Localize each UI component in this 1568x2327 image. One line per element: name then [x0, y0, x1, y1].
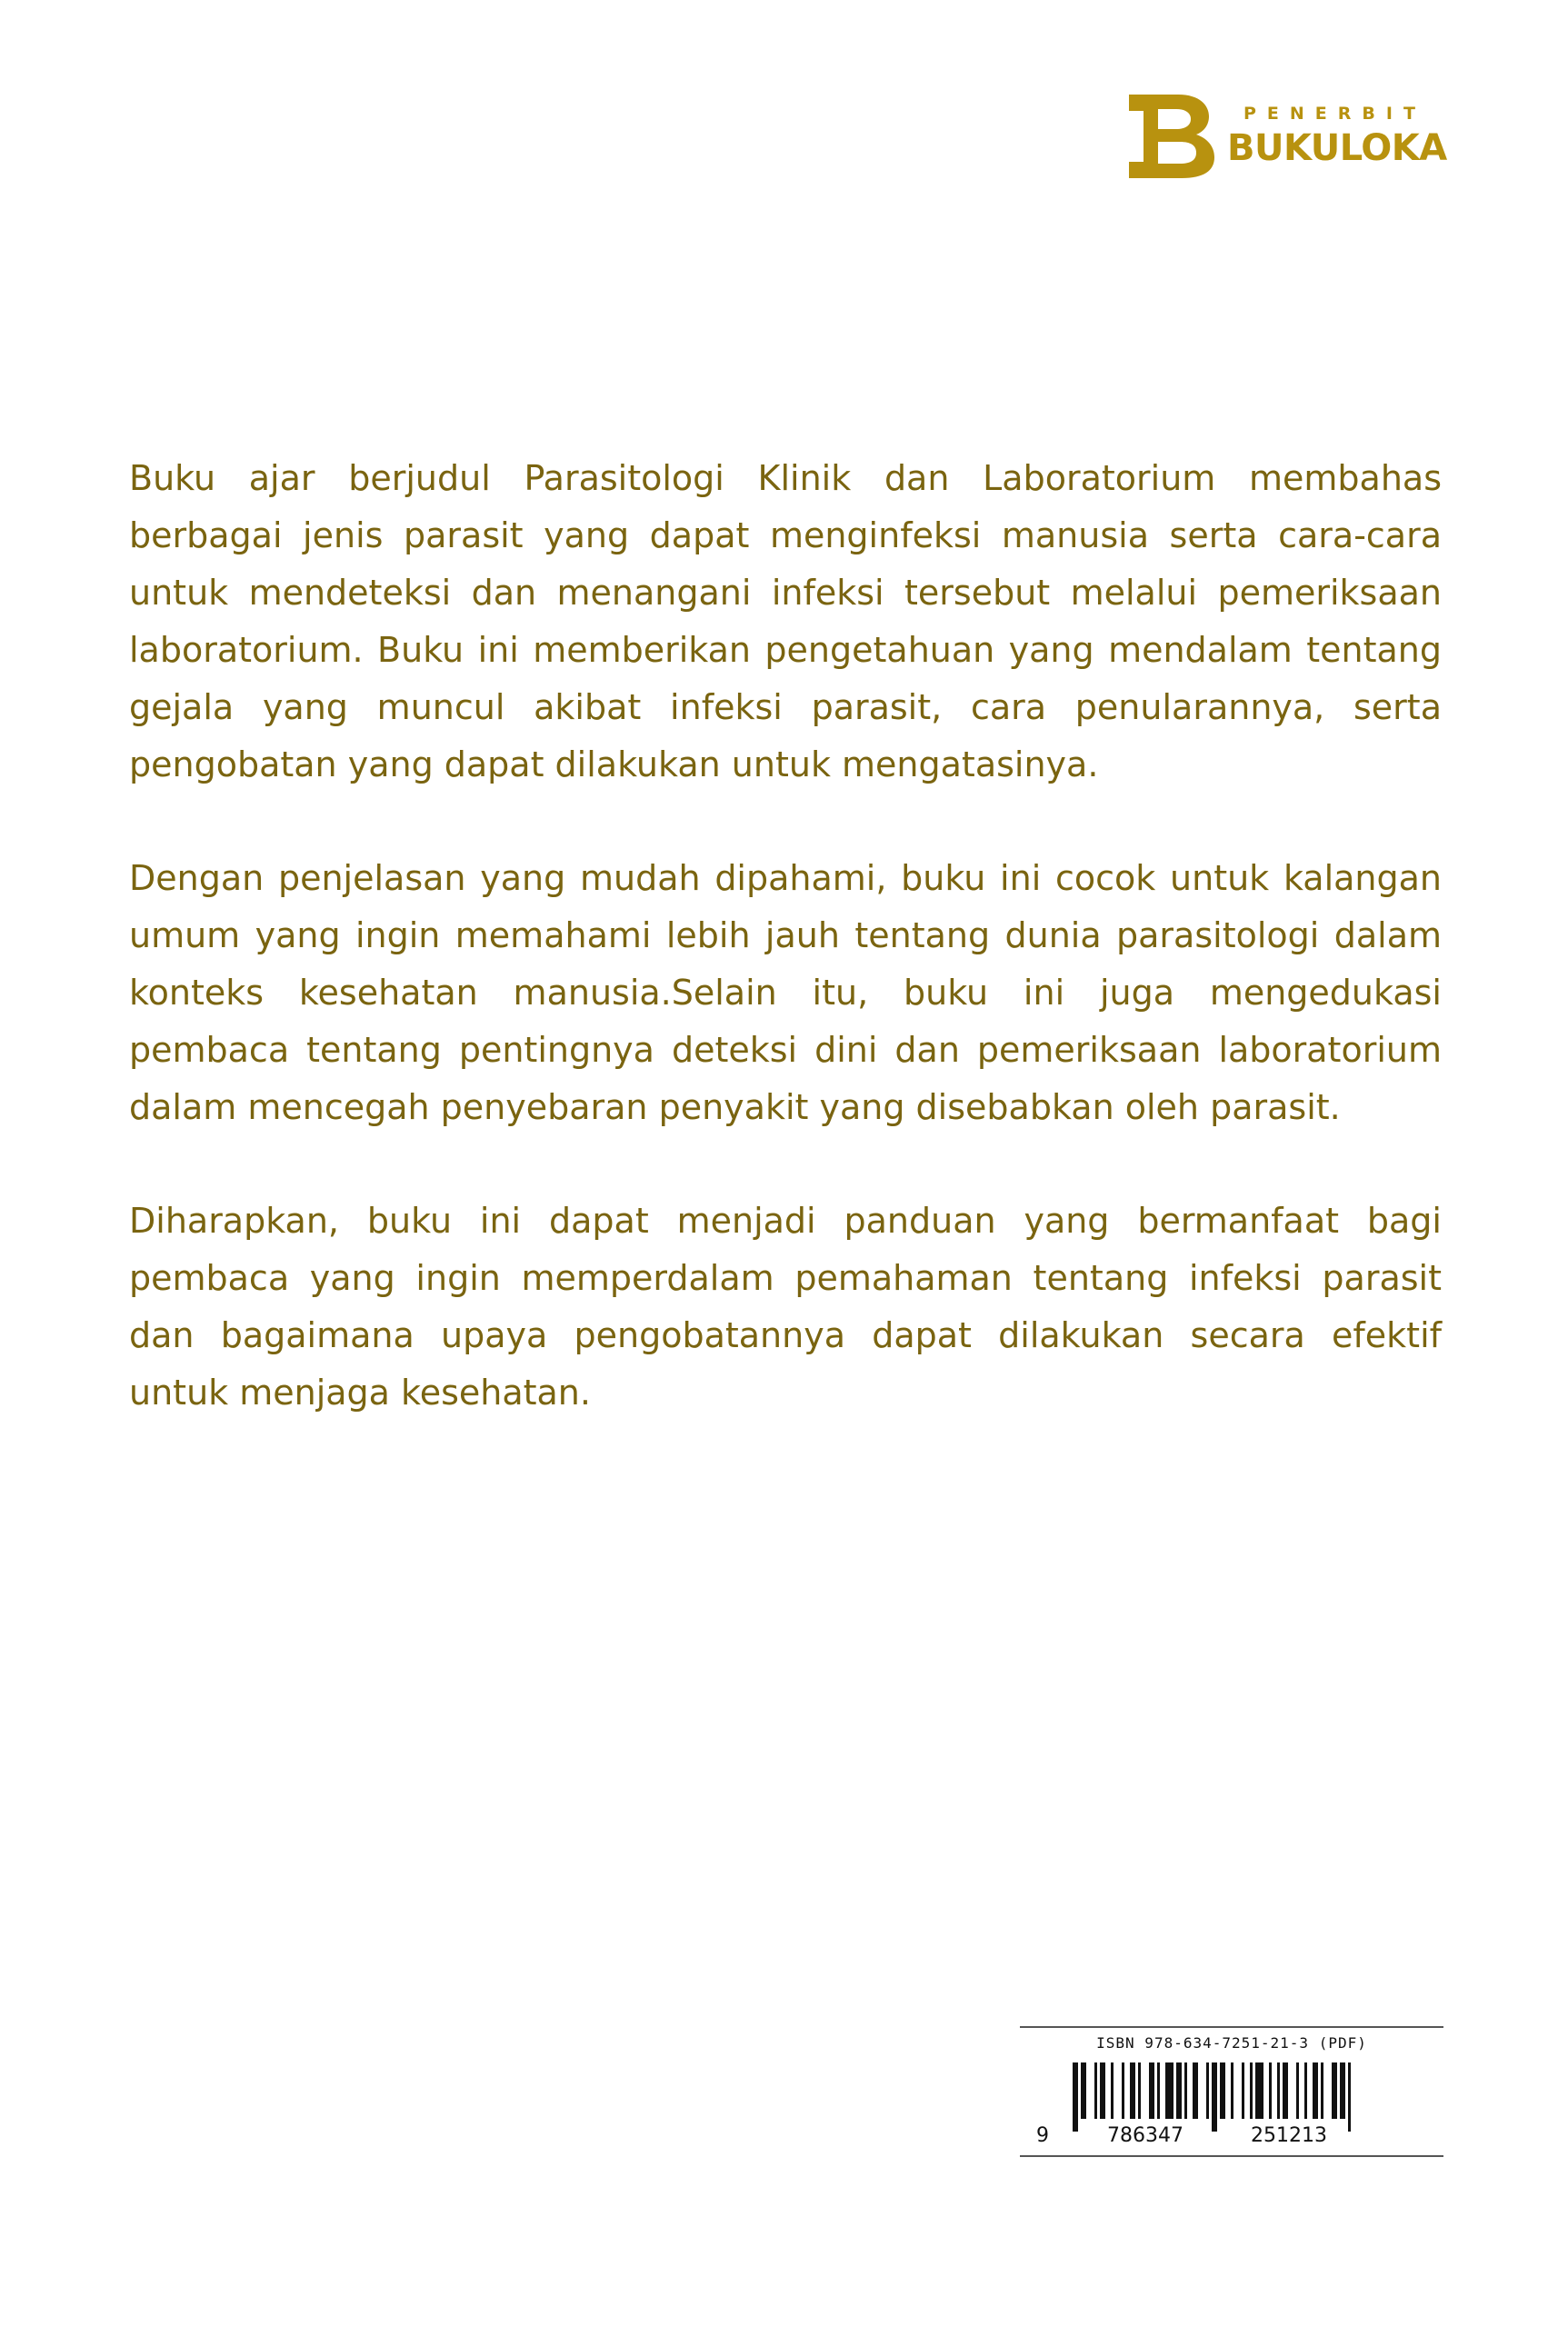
barcode-digits-right: 251213: [1251, 2124, 1327, 2147]
barcode-digits-left: 786347: [1107, 2124, 1183, 2147]
description-paragraph-2: Dengan penjelasan yang mudah dipahami, buku ini cocok untuk kalangan umum yang ingin memahami lebih jauh tentang dunia parasitologi dalam konteks kesehatan manusia.Selain itu, buku ini juga mengedukasi pembaca tentang pentingnya deteksi dini dan pemeriksaan laboratorium dalam mencegah penyebaran penyakit yang disebabkan oleh parasit.: [129, 858, 1442, 1127]
publisher-label: PENERBIT: [1243, 104, 1426, 124]
description-paragraph-3: Diharapkan, buku ini dapat menjadi panduan yang bermanfaat bagi pembaca yang ingin memperdalam pemahaman tentang infeksi parasit dan bagaimana upaya pengobatannya dapat dilakukan secara efektif untuk menjaga kesehatan.: [129, 1201, 1442, 1413]
description-paragraph-1: Buku ajar berjudul Parasitologi Klinik dan Laboratorium membahas berbagai jenis parasit yang dapat menginfeksi manusia serta cara-cara untuk mendeteksi dan menangani infeksi tersebut melalui pemeriksaan laboratorium. Buku ini memberikan pengetahuan yang mendalam tentang gejala yang muncul akibat infeksi parasit, cara penularannya, serta pengobatan yang dapat dilakukan untuk mengatasinya.: [129, 458, 1442, 784]
barcode-icon: [1073, 2062, 1480, 2132]
publisher-name: BUKULOKA: [1227, 127, 1447, 169]
isbn-bottom-rule: [1020, 2155, 1443, 2157]
publisher-b-logo-icon: [1125, 91, 1216, 182]
book-description: [129, 450, 1442, 1478]
isbn-barcode-block: [1020, 2026, 1443, 2156]
barcode-digit-first: 9: [1036, 2124, 1049, 2147]
isbn-label: ISBN 978-634-7251-21-3 (PDF): [1096, 2034, 1367, 2052]
isbn-top-rule: [1020, 2026, 1443, 2028]
publisher-logo: [1125, 91, 1445, 182]
